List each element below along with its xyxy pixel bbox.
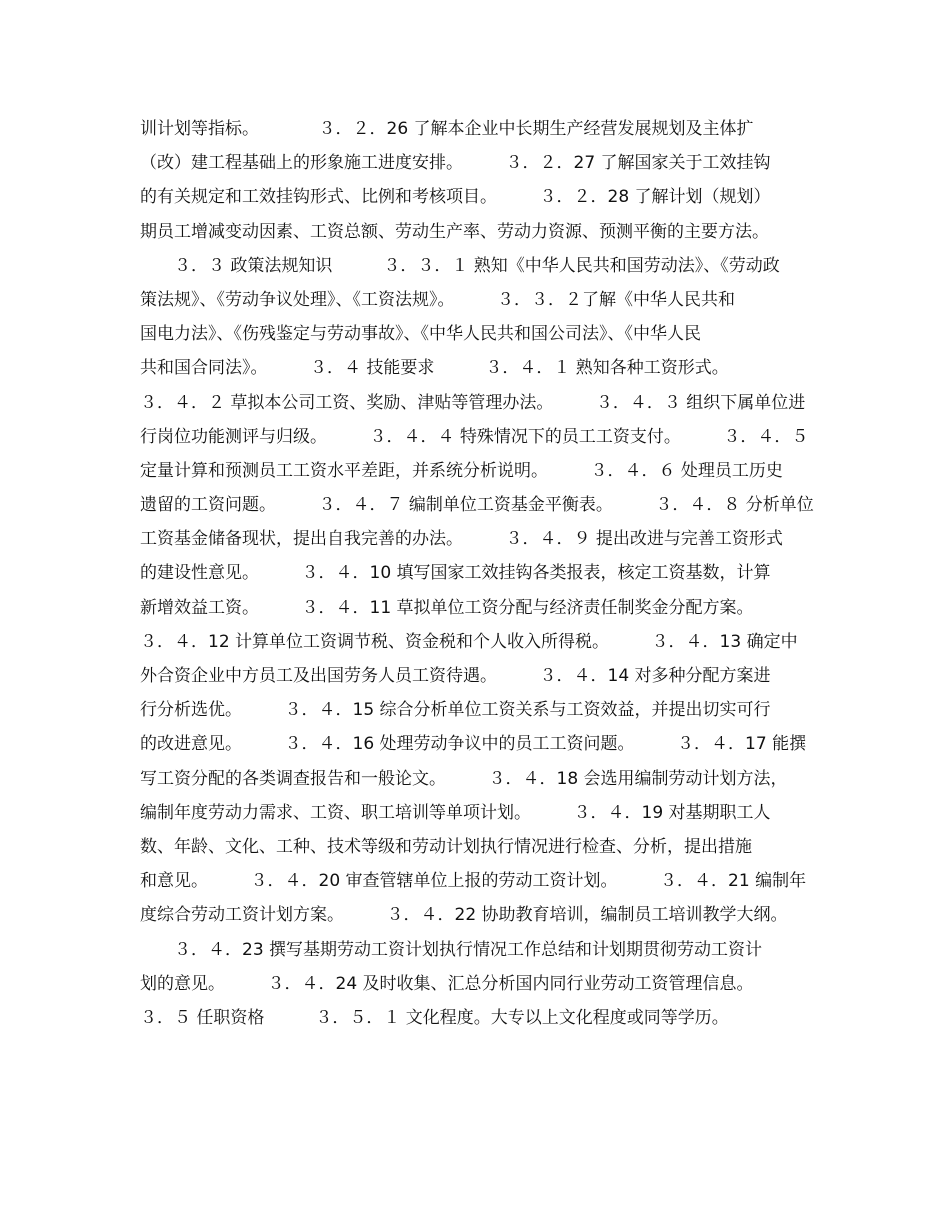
text-line: 共和国合同法》。 ３．４ 技能要求 ３．４．１ 熟知各种工资形式。 <box>140 358 729 379</box>
body-text <box>140 112 830 1035</box>
text-line: 度综合劳动工资计划方案。 ３．４．22 协助教育培训，编制员工培训教学大纲。 <box>140 905 788 926</box>
text-line: 训计划等指标。 ３．２．26 了解本企业中长期生产经营发展规划及主体扩 <box>140 119 754 139</box>
text-line: 的建设性意见。 ３．４．10 填写国家工效挂钩各类报表，核定工资基数，计算 <box>140 563 771 584</box>
text-line: 和意见。 ３．４．20 审查管辖单位上报的劳动工资计划。 ３．４．21 编制年 <box>140 871 807 892</box>
text-line: 划的意见。 ３．４．24 及时收集、汇总分析国内同行业劳动工资管理信息。 <box>140 973 754 994</box>
text-line: 写工资分配的各类调查报告和一般论文。 ３．４．18 会选用编制劳动计划方法， <box>140 768 788 789</box>
text-line: ３．４．12 计算单位工资调节税、资金税和个人收入所得税。 ３．４．13 确定中 <box>140 631 798 652</box>
text-line: 数、年龄、文化、工种、技术等级和劳动计划执行情况进行检查、分析，提出措施 <box>140 836 752 857</box>
text-line: ３．５ 任职资格 ３．５．１ 文化程度。大专以上文化程度或同等学历。 <box>140 1007 729 1028</box>
text-line: ３．４．23 撰写基期劳动工资计划执行情况工作总结和计划期贯彻劳动工资计 <box>140 939 763 960</box>
text-line: 遗留的工资问题。 ３．４．７ 编制单位工资基金平衡表。 ３．４．８ 分析单位 <box>140 495 814 516</box>
text-line: 定量计算和预测员工工资水平差距，并系统分析说明。 ３．４．６ 处理员工历史 <box>140 460 783 481</box>
text-line: 外合资企业中方员工及出国劳务人员工资待遇。 ３．４．14 对多种分配方案进 <box>140 666 771 686</box>
text-line: 策法规》、《劳动争议处理》、《工资法规》。 ３．３．２了解《中华人民共和 <box>140 289 735 310</box>
text-line: 新增效益工资。 ３．４．11 草拟单位工资分配与经济责任制奖金分配方案。 <box>140 597 754 618</box>
text-line: 期员工增减变动因素、工资总额、劳动生产率、劳动力资源、预测平衡的主要方法。 <box>140 221 769 242</box>
text-line: 的改进意见。 ３．４．16 处理劳动争议中的员工工资问题。 ３．４．17 能撰 <box>140 734 807 755</box>
text-line: 国电力法》、《伤残鉴定与劳动事故》、《中华人民共和国公司法》、《中华人民 <box>140 324 701 345</box>
text-line: 行分析选优。 ３．４．15 综合分析单位工资关系与工资效益，并提出切实可行 <box>140 700 771 721</box>
text-line: 工资基金储备现状，提出自我完善的办法。 ３．４．９ 提出改进与完善工资形式 <box>140 529 783 550</box>
text-line: （改）建工程基础上的形象施工进度安排。 ３．２．27 了解国家关于工效挂钩 <box>140 153 771 174</box>
text-line: ３．４．２ 草拟本公司工资、奖励、津贴等管理办法。 ３．４．３ 组织下属单位进 <box>140 392 806 413</box>
text-line: 的有关规定和工效挂钩形式、比例和考核项目。 ３．２．28 了解计划（规划） <box>140 187 771 208</box>
text-line: ３．３ 政策法规知识 ３．３．１ 熟知《中华人民共和国劳动法》、《劳动政 <box>140 255 780 276</box>
text-line: 行岗位功能测评与归级。 ３．４．４ 特殊情况下的员工工资支付。 ３．４．５ <box>140 426 809 447</box>
text-line: 编制年度劳动力需求、工资、职工培训等单项计划。 ３．４．19 对基期职工人 <box>140 802 771 823</box>
